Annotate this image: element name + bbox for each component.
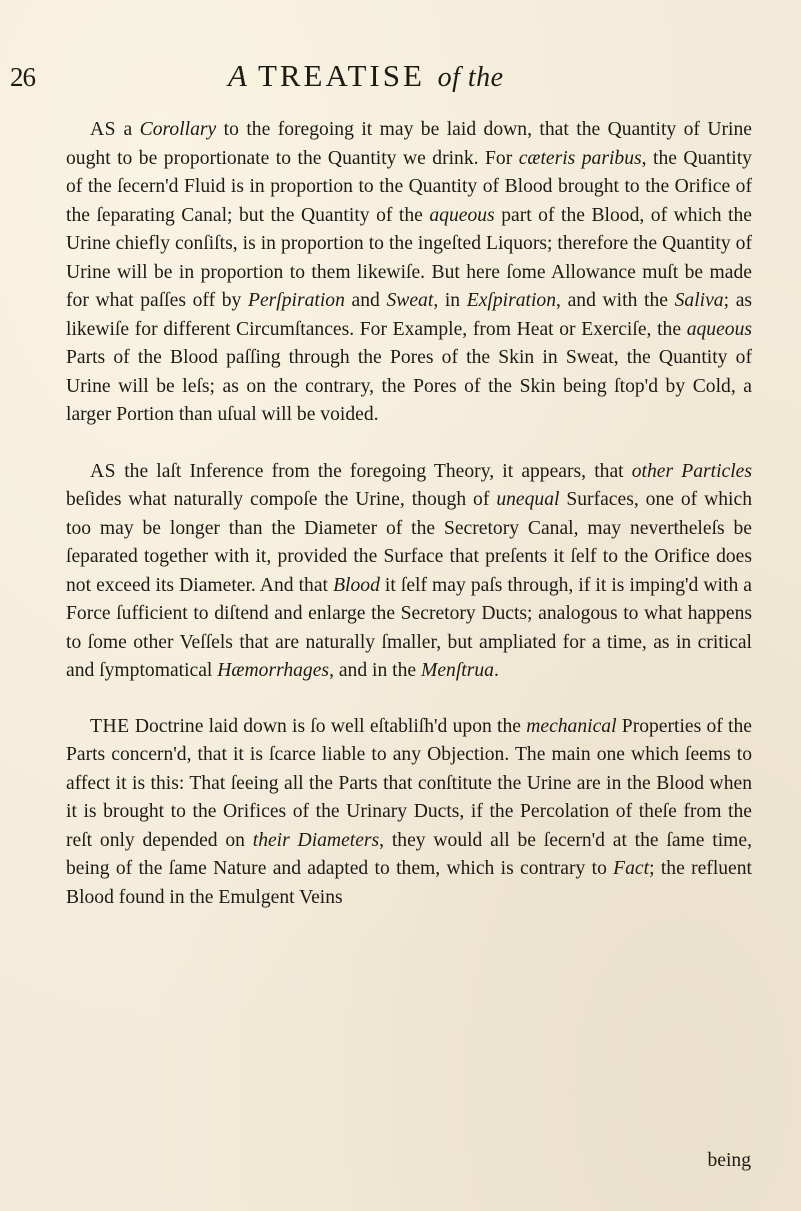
paragraph-opening-caps: THE bbox=[90, 715, 130, 737]
text-segment: , the Quantity of the ſecern'd Fluid is in proportion to the Quantity of Blood brought to the Orifice of the ſeparating Canal; but the Quantity of the bbox=[66, 147, 752, 226]
running-title-main: TREATISE bbox=[257, 58, 425, 93]
italic-text-segment: mechanical bbox=[526, 715, 617, 737]
text-segment: Properties of the Parts concern'd, that it is ſcarce liable to any Objection. The main one which ſeems to affect it is this: That ſeeing all the Parts that conſtitute the Urine are in the Blood when it is brought to the Orifices of the Urinary Ducts, if the Percolation of theſe from the reſt only depended on bbox=[66, 715, 752, 851]
italic-text-segment: Sweat bbox=[386, 290, 434, 311]
text-segment: and bbox=[344, 290, 387, 311]
running-title-article: A bbox=[228, 58, 250, 93]
text-segment: ; as likewiſe for different Circumſtances. For Example, from Heat or Exerciſe, the bbox=[66, 290, 753, 340]
text-segment: , and in the bbox=[329, 660, 422, 681]
text-segment: ; the refluent Blood found in the Emulgent Veins bbox=[66, 858, 752, 908]
italic-text-segment: Fact bbox=[613, 858, 650, 879]
running-title-of-the: of the bbox=[437, 62, 504, 93]
text-segment: the laſt Inference from the foregoing Theory, it appears, that bbox=[116, 460, 632, 482]
text-segment: beſides what naturally compoſe the Urine, though of bbox=[66, 489, 497, 510]
text-segment: Surfaces, one of which too may be longer than the Diameter of the Secretory Canal, may nevertheleſs be ſeparated together with it, provided the Surface that preſents it ſelf to the Orifice does not exceed its Diameter. And that bbox=[66, 489, 752, 596]
paragraph-opening-caps: AS bbox=[90, 460, 117, 482]
italic-text-segment: Corollary bbox=[139, 119, 217, 140]
italic-text-segment: other Particles bbox=[631, 460, 753, 482]
italic-text-segment: Menſtrua bbox=[421, 660, 494, 681]
text-segment: Doctrine laid down is ſo well eſtabliſh'd upon the bbox=[129, 715, 527, 737]
running-title bbox=[228, 58, 504, 94]
text-segment: a bbox=[116, 119, 140, 140]
italic-text-segment: aqueous bbox=[429, 204, 495, 226]
paragraph-doctrine bbox=[66, 713, 752, 913]
text-segment: , in bbox=[433, 290, 467, 311]
italic-text-segment: Saliva bbox=[674, 290, 724, 311]
text-segment: Parts of the Blood paſſing through the Pores of the Skin in Sweat, the Quantity of Urine will be leſs; as on the contrary, the Pores of the Skin being ſtop'd by Cold, a larger Portion than uſual will be voided. bbox=[66, 347, 752, 425]
italic-text-segment: Perſpiration bbox=[248, 290, 345, 311]
italic-text-segment: unequal bbox=[496, 489, 560, 510]
text-segment: it ſelf may paſs through, if it is imping'd with a Force ſufficient to diſtend and enlarge the Secretory Ducts; analogous to what happens to ſome other Veſſels that are naturally ſmaller, but ampliated for a time, as in critical and ſymptomatical bbox=[66, 574, 752, 681]
italic-text-segment: their Diameters bbox=[252, 829, 380, 851]
text-segment: to the foregoing it may be laid down, that the Quantity of Urine ought to be proportionate to the Quantity we drink. For bbox=[66, 119, 752, 169]
italic-text-segment: Blood bbox=[333, 574, 380, 596]
italic-text-segment: Exſpiration bbox=[466, 290, 557, 311]
italic-text-segment: cæteris paribus bbox=[518, 147, 642, 169]
catchword: being bbox=[707, 1150, 751, 1171]
page-number: 26 bbox=[10, 62, 35, 92]
paragraph-last-inference bbox=[66, 458, 752, 686]
text-segment: part of the Blood, of which the Urine chiefly conſiſts, is in proportion to the ingeſted Liquors; therefore the Quantity of Urine will be in proportion to them likewiſe. But here ſome Allowance muſt be made for what paſſes off by bbox=[66, 204, 752, 311]
italic-text-segment: aqueous bbox=[686, 318, 752, 340]
text-segment: . bbox=[493, 660, 499, 681]
italic-text-segment: Hæmorrhages bbox=[217, 660, 330, 681]
paragraph-opening-caps: AS bbox=[90, 119, 117, 140]
text-segment: , they would all be ſecern'd at the ſame time, being of the ſame Nature and adapted to them, which is contrary to bbox=[66, 829, 752, 879]
body-text bbox=[66, 116, 752, 912]
paragraph-corollary bbox=[66, 116, 752, 430]
text-segment: , and with the bbox=[556, 290, 675, 311]
